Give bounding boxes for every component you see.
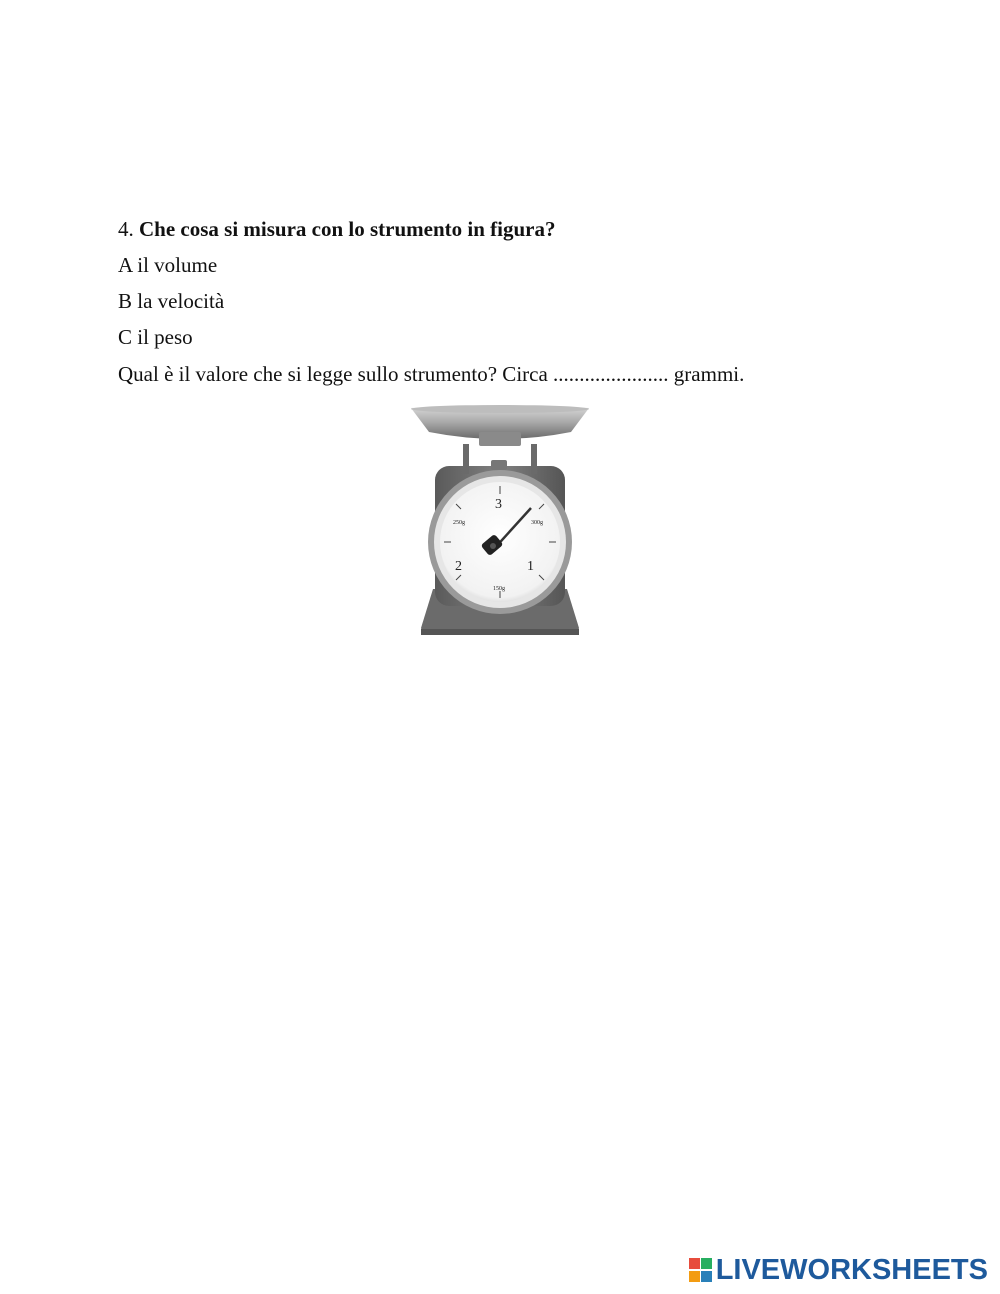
value-question-text: Qual è il valore che si legge sullo strumento? Circa: [118, 362, 548, 386]
option-letter: B: [118, 289, 133, 313]
kitchen-scale-image: [403, 404, 597, 650]
question-title: [118, 217, 556, 241]
dial-label-1: 1: [527, 559, 534, 574]
dial-label-2: 2: [455, 559, 462, 574]
question-number: 4.: [118, 217, 134, 241]
dial-label-3: 3: [495, 497, 502, 512]
value-unit: grammi.: [673, 362, 745, 386]
question-text: Che cosa si misura con lo strumento in figura?: [139, 217, 556, 241]
brand-name: LIVEWORKSHEETS: [715, 1253, 988, 1286]
option-c: [118, 325, 193, 349]
dial-label-150g: 150g: [493, 586, 505, 592]
answer-blank[interactable]: ......................: [553, 362, 669, 386]
option-text: la velocità: [137, 289, 225, 313]
dial-label-250g: 250g: [453, 520, 465, 526]
option-letter: A: [118, 253, 133, 277]
dial-label-300g: 300g: [531, 520, 543, 526]
option-text: il peso: [137, 325, 193, 349]
option-text: il volume: [137, 253, 218, 277]
option-a: [118, 253, 217, 277]
kitchen-scale-icon: [403, 404, 597, 650]
liveworksheets-logo-icon: [689, 1257, 713, 1283]
option-letter: C: [118, 325, 133, 349]
liveworksheets-logo: [689, 1252, 988, 1288]
value-question: [118, 362, 744, 386]
option-b: [118, 289, 224, 313]
